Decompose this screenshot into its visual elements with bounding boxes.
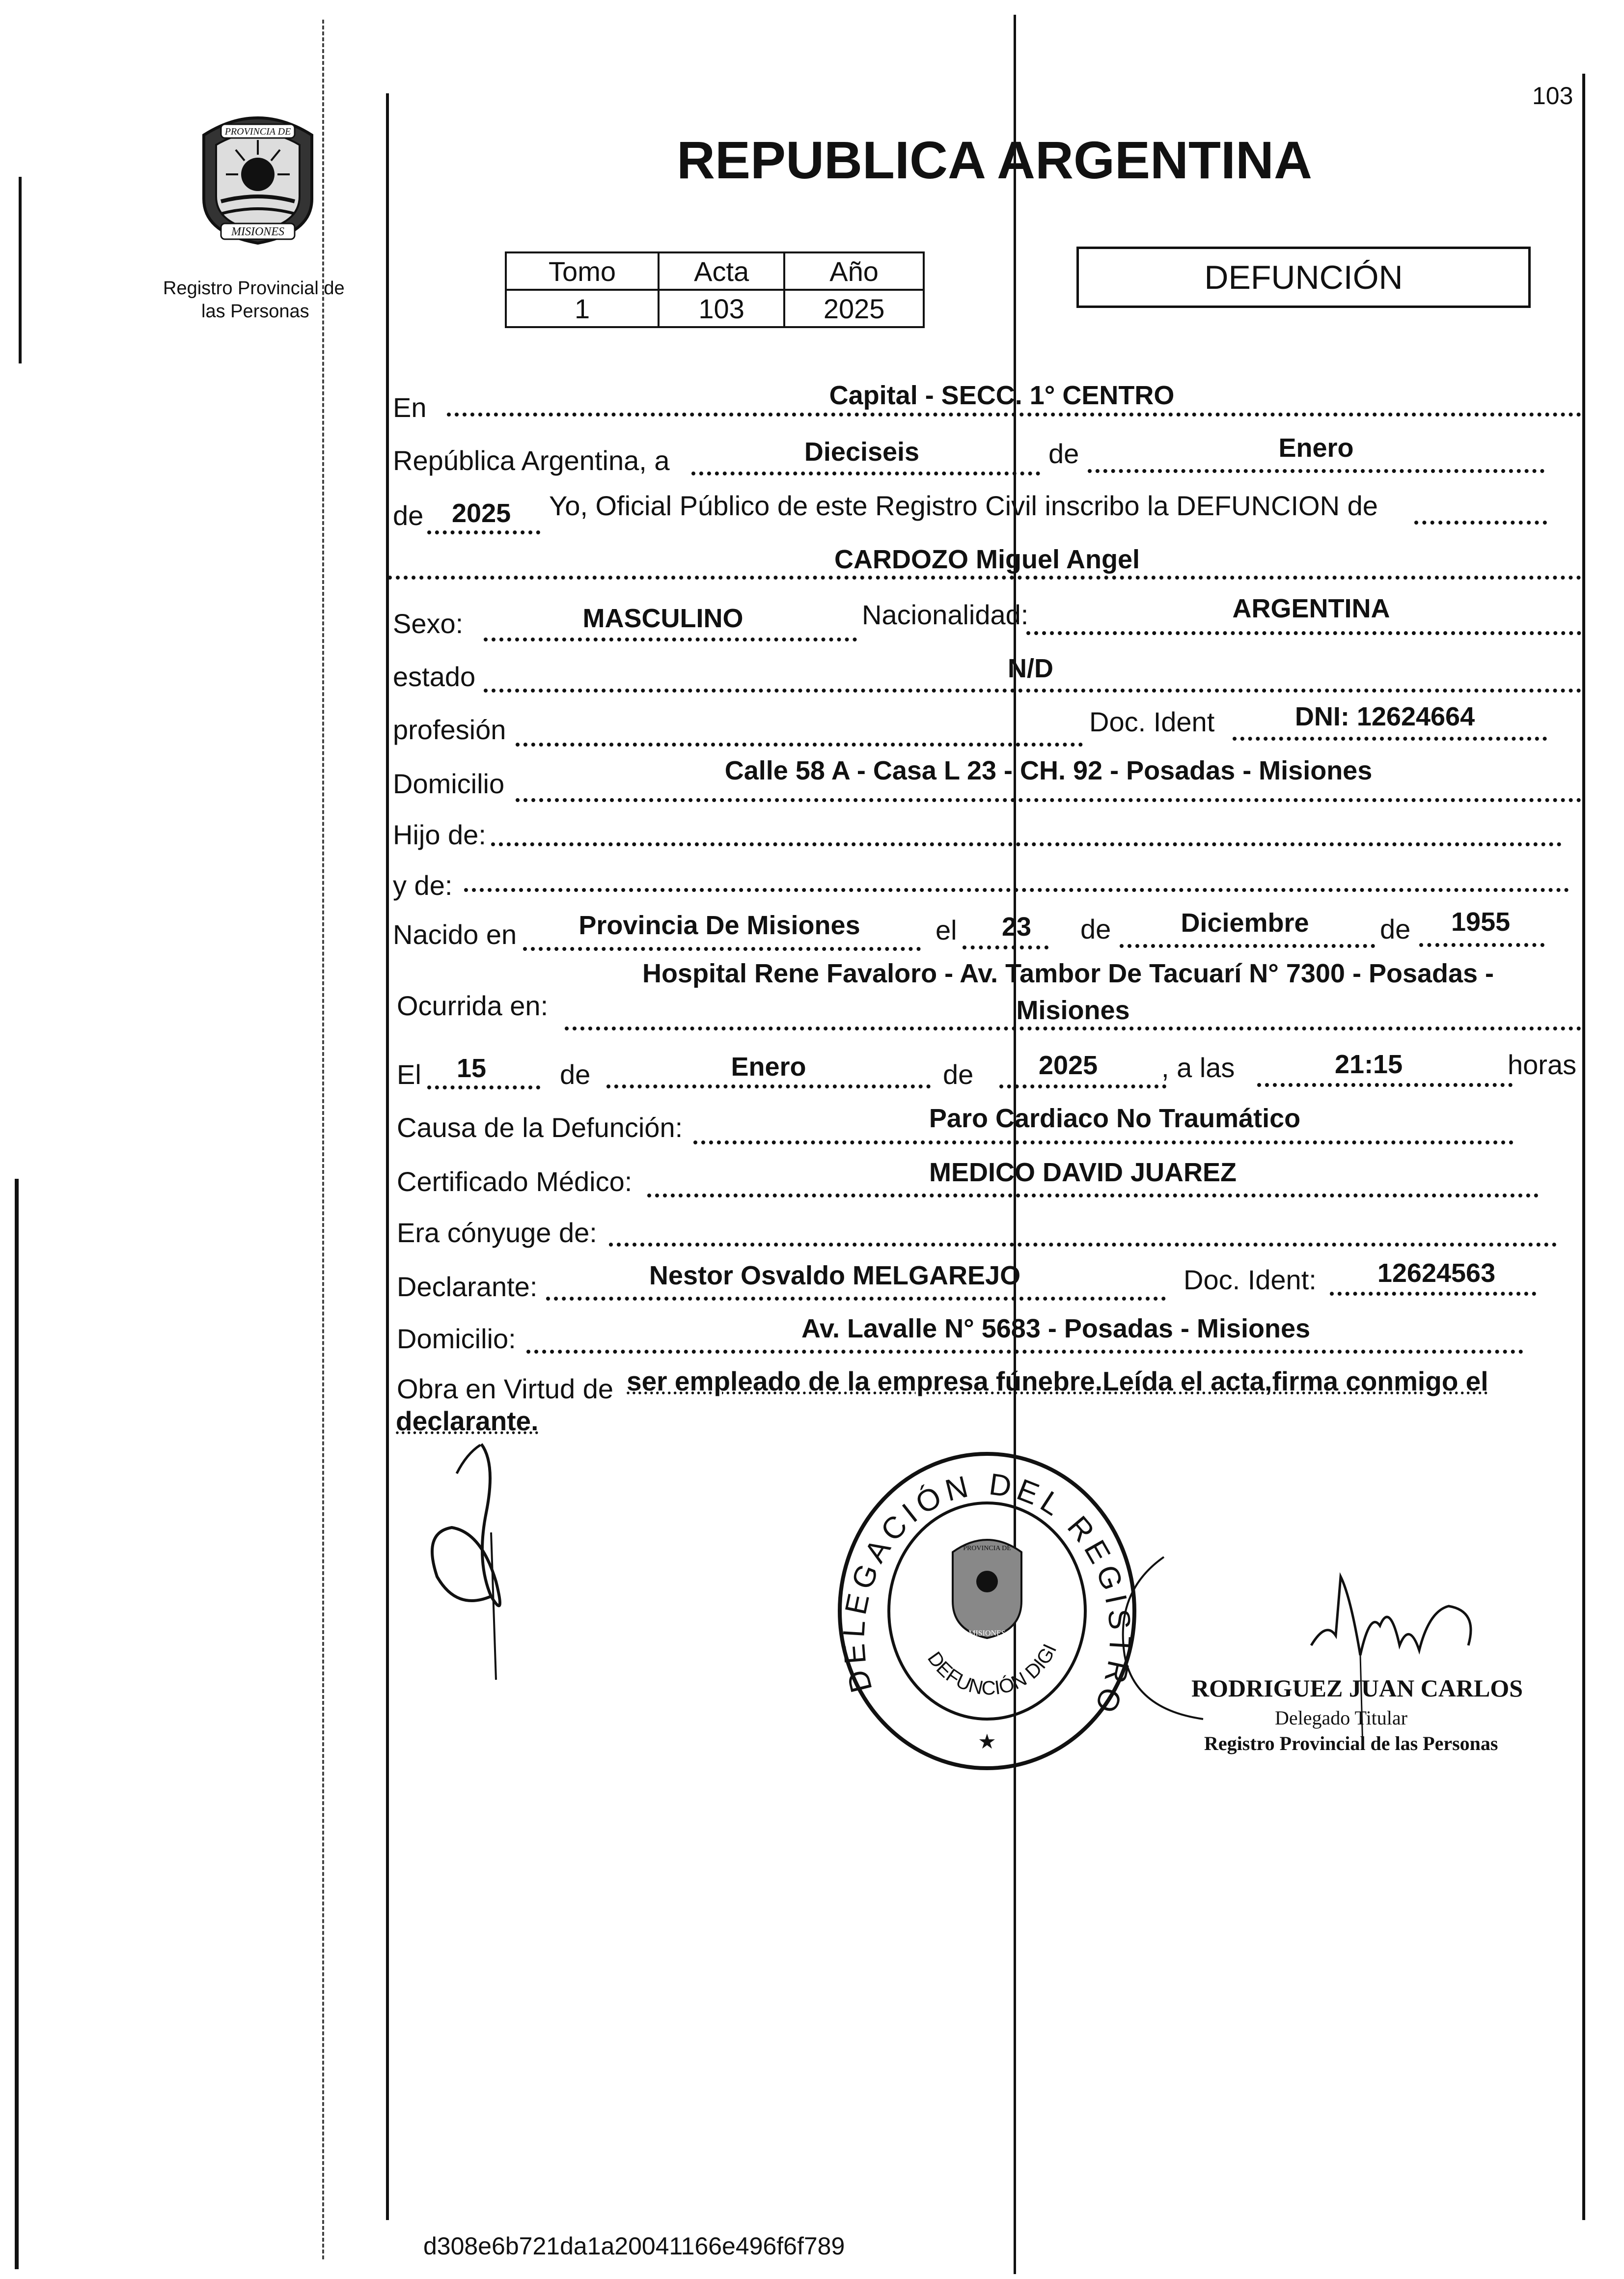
fecha-dia-value: 15 (457, 1054, 487, 1083)
ocurrida-value-line2: Misiones (1016, 996, 1130, 1025)
nac-anio-value: 1955 (1451, 907, 1511, 937)
nac-mes-line (1120, 944, 1375, 948)
declarant-signature (422, 1434, 550, 1690)
yde-label: y de: (393, 870, 453, 901)
decl-domicilio-line (526, 1350, 1523, 1354)
de-label: de (1048, 438, 1079, 469)
decl-domicilio-label: Domicilio: (397, 1323, 516, 1354)
dia-value: Dieciseis (804, 437, 920, 467)
logo-caption-line1: Registro Provincial de (163, 278, 345, 299)
nacido-line (523, 947, 921, 951)
certificado-line (647, 1194, 1539, 1197)
fecha-el-label: El (397, 1059, 421, 1090)
anio-label: de (393, 500, 424, 531)
stamp-ring-text: DELEGACIÓN DEL REGISTRO (837, 1467, 1137, 1722)
stamp-inner-text: DEFUNCIÓN DIGI (923, 1640, 1061, 1699)
causa-line (693, 1140, 1514, 1144)
domicilio-line (516, 798, 1581, 802)
footer-hash: d308e6b721da1a20041166e496f6f789 (423, 2232, 845, 2260)
fecha-mes-line (606, 1084, 931, 1088)
ocurrida-label: Ocurrida en: (397, 990, 549, 1021)
province-logo (187, 106, 329, 248)
page-title: REPUBLICA ARGENTINA (677, 130, 1312, 190)
nacionalidad-line (1026, 631, 1581, 635)
decl-doc-line (1330, 1292, 1536, 1296)
en-line (447, 413, 1581, 417)
nac-mes-value: Diciembre (1181, 908, 1309, 938)
fecha-de2-label: de (943, 1059, 974, 1090)
sexo-line (484, 638, 857, 641)
act-type-box: DEFUNCIÓN (1076, 247, 1531, 308)
ocurrida-line (565, 1027, 1581, 1030)
anio-value: 2025 (452, 499, 511, 528)
conyuge-line (609, 1243, 1557, 1247)
fecha-dia-line (427, 1085, 540, 1089)
horas-label: horas (1508, 1049, 1577, 1080)
registry-value-row (506, 290, 924, 327)
decl-domicilio-value: Av. Lavalle N° 5683 - Posadas - Misiones (801, 1314, 1311, 1343)
profesion-label: profesión (393, 714, 506, 745)
certificado-label: Certificado Médico: (397, 1166, 633, 1197)
declarante-value: Nestor Osvaldo MELGAREJO (649, 1261, 1021, 1290)
stamp-center-bottom: MISIONES (968, 1629, 1006, 1638)
oficial-text: Yo, Oficial Público de este Registro Civil inscribo la DEFUNCION de (549, 490, 1378, 521)
conyuge-label: Era cónyuge de: (397, 1217, 597, 1248)
official-name: RODRIGUEZ JUAN CARLOS (1191, 1674, 1523, 1702)
fecha-anio-line (999, 1084, 1166, 1088)
registry-table (505, 251, 925, 328)
alas-label: , a las (1161, 1052, 1235, 1083)
republica-label: República Argentina, a (393, 445, 670, 476)
nacido-value: Provincia De Misiones (578, 911, 860, 940)
decl-doc-label: Doc. Ident: (1184, 1264, 1317, 1295)
ocurrida-value-line1: Hospital Rene Favaloro - Av. Tambor De Tacuarí N° 7300 - Posadas - (642, 959, 1494, 988)
tomo-value: 1 (506, 290, 659, 327)
yde-line (464, 888, 1569, 892)
causa-label: Causa de la Defunción: (397, 1112, 683, 1143)
nombre-line (388, 576, 1581, 580)
nacionalidad-value: ARGENTINA (1232, 594, 1390, 623)
causa-value: Paro Cardiaco No Traumático (929, 1104, 1301, 1133)
domicilio-value: Calle 58 A - Casa L 23 - CH. 92 - Posadas - Misiones (724, 756, 1373, 785)
decl-doc-value: 12624563 (1377, 1258, 1496, 1288)
nac-dia-line (963, 945, 1048, 949)
nac-de1-label: de (1080, 914, 1111, 945)
nac-dia-value: 23 (1002, 912, 1032, 942)
doc-ident-line (1233, 737, 1547, 741)
nac-de2-label: de (1380, 914, 1411, 945)
deceased-name: CARDOZO Miguel Angel (834, 545, 1140, 574)
page-number: 103 (1532, 82, 1573, 110)
obra-value-line1: ser empleado de la empresa fúnebre.Leída el acta,firma conmigo el (627, 1366, 1488, 1396)
nac-anio-line (1419, 943, 1544, 947)
svg-text:PROVINCIA DE: PROVINCIA DE (224, 126, 291, 137)
declarante-label: Declarante: (397, 1271, 538, 1302)
doc-ident-label: Doc. Ident (1089, 706, 1215, 737)
profesion-line (516, 743, 1083, 747)
hijo-line (491, 842, 1562, 846)
el-label: el (936, 915, 957, 945)
domicilio-label: Domicilio (393, 768, 505, 799)
fecha-anio-value: 2025 (1039, 1051, 1098, 1080)
official-title: Delegado Titular (1275, 1707, 1407, 1729)
official-stamp (830, 1434, 1144, 1778)
hora-line (1257, 1083, 1513, 1087)
anio-header: Año (784, 252, 924, 290)
logo-caption-line2: las Personas (201, 301, 309, 322)
obra-value-line2: declarante. (396, 1406, 539, 1436)
fecha-de1-label: de (560, 1059, 591, 1090)
fecha-mes-value: Enero (731, 1052, 806, 1082)
oficial-tail-line (1414, 521, 1547, 525)
acta-value: 103 (659, 290, 784, 327)
stamp-star-icon: ★ (978, 1730, 996, 1753)
sexo-value: MASCULINO (582, 604, 743, 633)
nacionalidad-label: Nacionalidad: (862, 599, 1029, 630)
left-margin-line (19, 177, 22, 363)
doc-ident-value: DNI: 12624664 (1294, 702, 1475, 731)
form-left-border (386, 93, 389, 2220)
certificado-value: MEDICO DAVID JUAREZ (929, 1158, 1237, 1187)
sexo-label: Sexo: (393, 608, 464, 639)
official-office: Registro Provincial de las Personas (1204, 1732, 1498, 1754)
anio-line (427, 530, 540, 534)
estado-label: estado (393, 661, 476, 692)
mes-line (1088, 469, 1544, 473)
left-edge-line (15, 1179, 19, 2269)
svg-text:MISIONES: MISIONES (231, 225, 284, 238)
estado-value: N/D (1008, 654, 1053, 683)
en-value: Capital - SECC. 1° CENTRO (829, 381, 1175, 410)
stamp-center-top: PROVINCIA DE (963, 1545, 1011, 1552)
hijo-label: Hijo de: (393, 819, 486, 850)
center-fold-line (1014, 15, 1016, 2274)
dia-line (691, 472, 1040, 475)
hora-value: 21:15 (1335, 1050, 1403, 1079)
mes-value: Enero (1278, 433, 1354, 463)
en-label: En (393, 392, 427, 423)
tomo-header: Tomo (506, 252, 659, 290)
declarante-line (546, 1297, 1166, 1301)
anio-value: 2025 (784, 290, 924, 327)
registry-header-row (506, 252, 924, 290)
acta-header: Acta (659, 252, 784, 290)
left-fold-dashes (322, 20, 326, 2259)
form-right-border (1582, 74, 1585, 2220)
obra-label: Obra en Virtud de (397, 1373, 614, 1404)
nacido-label: Nacido en (393, 919, 517, 950)
estado-line (484, 689, 1581, 693)
